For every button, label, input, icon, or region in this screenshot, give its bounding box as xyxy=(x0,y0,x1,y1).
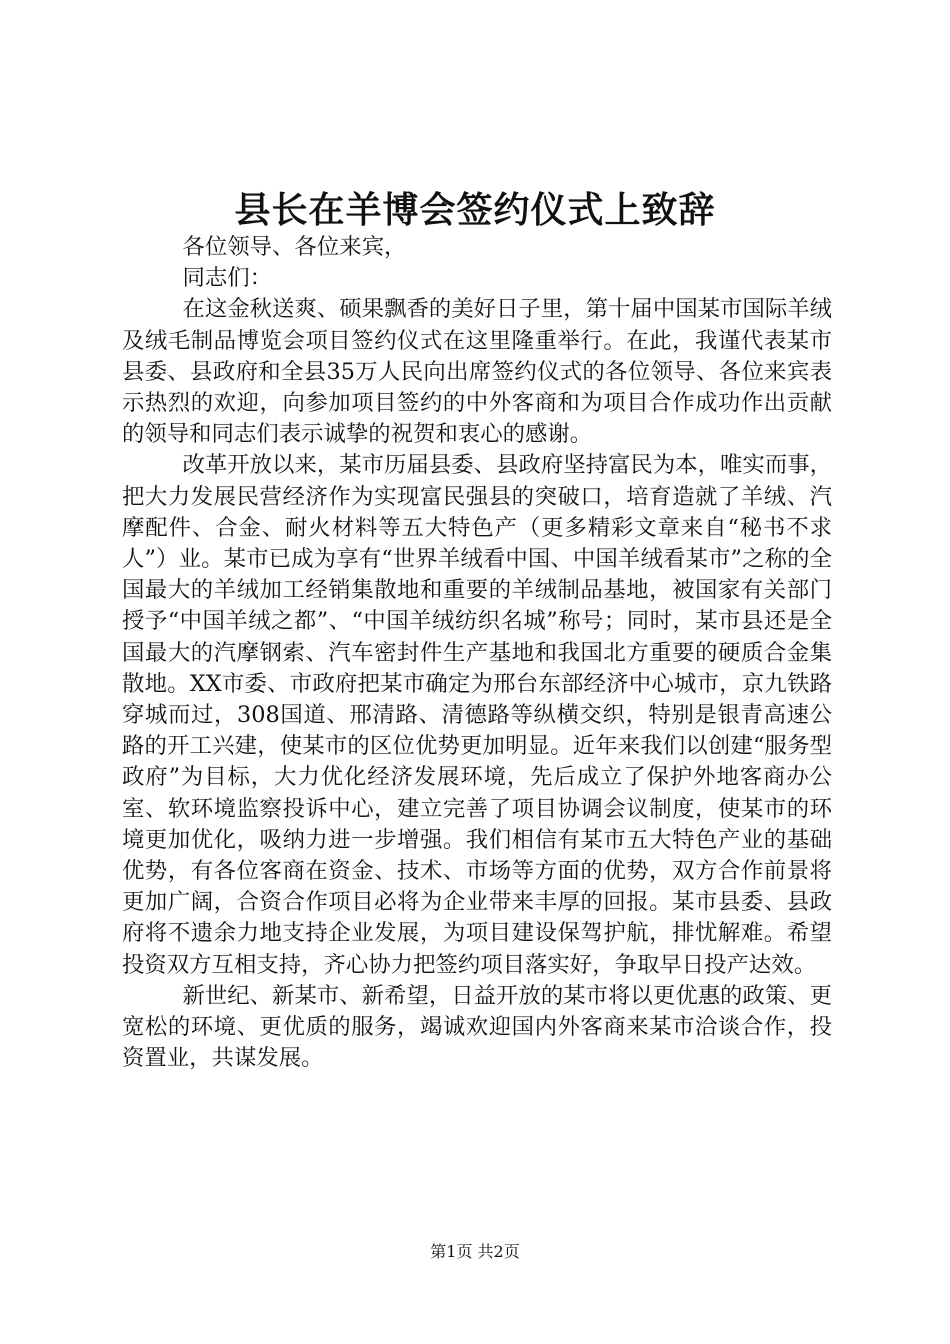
page-number-total: 共2页 xyxy=(477,1242,520,1261)
page-footer xyxy=(0,1240,950,1264)
page-number-current: 第1页 xyxy=(430,1242,473,1261)
salutation-line: 同志们： xyxy=(182,265,273,292)
page-title: 县长在羊博会签约仪式上致辞 xyxy=(234,189,716,231)
body-paragraph: 新世纪、新某市、新希望，日益开放的某市将以更优惠的政策、更宽松的环境、更优质的服务，竭诚欢迎国内外客商来某市洽谈合作，投资置业，共谋发展。 xyxy=(122,982,832,1072)
salutation-line: 各位领导、各位来宾， xyxy=(182,234,407,260)
body-paragraph: 在这金秋送爽、硕果飘香的美好日子里，第十届中国某市国际羊绒及绒毛制品博览会项目签约仪式在这里隆重举行。在此，我谨代表某市县委、县政府和全县35万人民向出席签约仪式的各位领导、各位来宾表示热烈的欢迎，向参加项目签约的中外客商和为项目合作成功作出贡献的领导和同志们表示诚挚的祝贺和衷心的感谢。 xyxy=(122,296,832,448)
document-body xyxy=(122,232,832,1074)
body-paragraph: 改革开放以来，某市历届县委、县政府坚持富民为本，唯实而事，把大力发展民营经济作为实现富民强县的突破口，培育造就了羊绒、汽摩配件、合金、耐火材料等五大特色产（更多精彩文章来自“秘书不求人”）业。某市已成为享有“世界羊绒看中国、中国羊绒看某市”之称的全国最大的羊绒加工经销集散地和重要的羊绒制品基地，被国家有关部门授予“中国羊绒之都”、“中国羊绒纺织名城”称号；同时，某市县还是全国最大的汽摩钢索、汽车密封件生产基地和我国北方重要的硬质合金集散地。XX市委、市政府把某市确定为邢台东部经济中心城市，京九铁路穿城而过，308国道、邢清路、清德路等纵横交织，特别是银青高速公路的开工兴建，使某市的区位优势更加明显。近年来我们以创建“服务型政府”为目标，大力优化经济发展环境，先后成立了保护外地客商办公室、软环境监察投诉中心，建立完善了项目协调会议制度，使某市的环境更加优化，吸纳力进一步增强。我们相信有某市五大特色产业的基础优势，有各位客商在资金、技术、市场等方面的优势，双方合作前景将更加广阔，合资合作项目必将为企业带来丰厚的回报。某市县委、县政府将不遗余力地支持企业发展，为项目建设保驾护航，排忧解难。希望投资双方互相支持，齐心协力把签约项目落实好，争取早日投产达效。 xyxy=(122,452,832,978)
